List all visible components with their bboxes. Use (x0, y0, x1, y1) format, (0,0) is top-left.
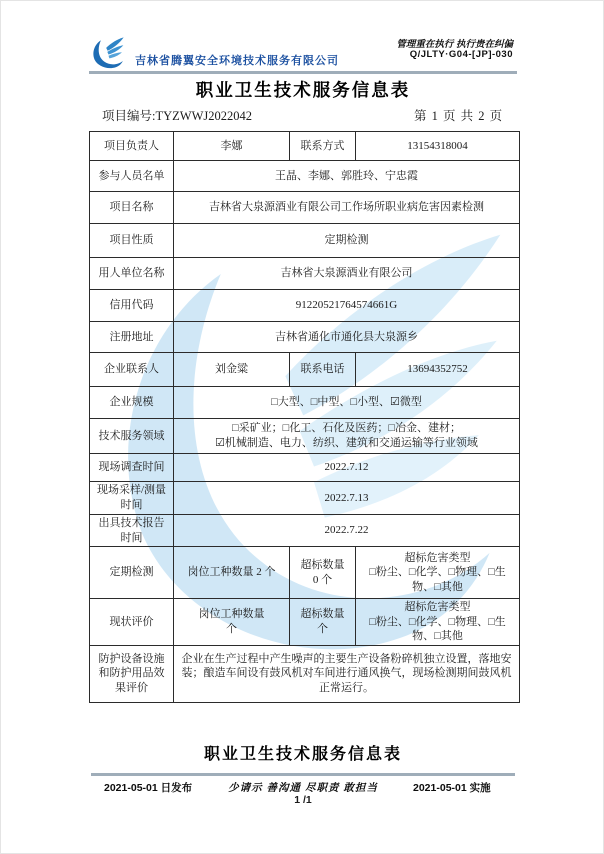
company-name: 吉林省腾翼安全环境技术服务有限公司 (135, 55, 339, 67)
table-row (90, 161, 520, 192)
exceed-label: 超标数量 (300, 559, 345, 572)
report-date-label: 出具技术报告时间 (90, 515, 174, 547)
table-row (90, 132, 520, 161)
company-logo-icon (91, 36, 126, 69)
table-row (90, 387, 520, 419)
exceed-label: 超标数量 (300, 608, 345, 621)
table-row (90, 322, 520, 353)
status-evaluation-label: 现状评价 (90, 599, 174, 646)
release-date: 2021-05-01 日发布 (104, 782, 193, 794)
posts-label: 岗位工种数量 (198, 608, 265, 621)
periodic-testing-exceed (290, 547, 356, 599)
hazard-title: 超标危害类型 (404, 601, 471, 614)
periodic-testing-posts: 岗位工种数量 2 个 (174, 547, 290, 599)
table-row (90, 599, 520, 646)
project-number (102, 106, 252, 124)
survey-date-value: 2022.7.12 (174, 454, 520, 482)
table-row (90, 482, 520, 515)
exceed-value: 个 (317, 622, 328, 635)
report-date-value: 2022.7.22 (174, 515, 520, 547)
table-row (90, 353, 520, 387)
table-row (90, 419, 520, 454)
status-evaluation-posts (174, 599, 290, 646)
service-field-value (174, 419, 520, 454)
registered-address-label: 注册地址 (90, 322, 174, 353)
project-type-label: 项目性质 (90, 224, 174, 258)
status-evaluation-exceed (290, 599, 356, 646)
sampling-date-value: 2022.7.13 (174, 482, 520, 515)
status-evaluation-hazard (356, 599, 520, 646)
service-field-label: 技术服务领域 (90, 419, 174, 454)
project-leader-label: 项目负责人 (90, 132, 174, 161)
contact-method-label: 联系方式 (290, 132, 356, 161)
table-row (90, 645, 520, 702)
footer-divider (91, 773, 515, 776)
project-number-label: 项目编号: (102, 109, 156, 123)
project-leader-value: 李娜 (174, 132, 290, 161)
employer-value: 吉林省大泉源酒业有限公司 (174, 258, 520, 290)
periodic-testing-label: 定期检测 (90, 547, 174, 599)
table-row (90, 515, 520, 547)
employer-label: 用人单位名称 (90, 258, 174, 290)
table-row (90, 258, 520, 290)
sampling-date-label: 现场采样/测量时间 (90, 482, 174, 515)
project-name-value: 吉林省大泉源酒业有限公司工作场所职业病危害因素检测 (174, 192, 520, 224)
company-scale-label: 企业规模 (90, 387, 174, 419)
service-field-line2: ☑机械制造、电力、纺织、建筑和交通运输等行业领域 (215, 437, 478, 449)
footer-slogan: 少请示 善沟通 尽职责 敢担当 (228, 782, 378, 794)
doc-code: Q/JLTY·G04-[JP]-030 (409, 49, 513, 60)
project-type-value: 定期检测 (174, 224, 520, 258)
header-divider (89, 71, 517, 74)
registered-address-value: 吉林省通化市通化县大泉源乡 (174, 322, 520, 353)
protection-evaluation-label: 防护设备设施和防护用品效果评价 (90, 645, 174, 702)
info-table (89, 131, 520, 703)
service-field-line1: □采矿业；□化工、石化及医药；□冶金、建材； (232, 422, 461, 435)
table-row (90, 290, 520, 322)
contact-method-value: 13154318004 (356, 132, 520, 161)
table-row (90, 454, 520, 482)
project-name-label: 项目名称 (90, 192, 174, 224)
hazard-title: 超标危害类型 (404, 551, 471, 564)
table-row (90, 192, 520, 224)
periodic-testing-hazard (356, 547, 520, 599)
survey-date-label: 现场调查时间 (90, 454, 174, 482)
credit-code-value: 91220521764574661G (174, 290, 520, 322)
participants-label: 参与人员名单 (90, 161, 174, 192)
company-scale-value: □大型、□中型、□小型、☑微型 (174, 387, 520, 419)
hazard-options: □粉尘、□化学、□物理、□生物、□其他 (369, 615, 506, 643)
protection-evaluation-value: 企业在生产过程中产生噪声的主要生产设备粉碎机独立设置，落地安装；酿造车间设有鼓风机对车间进行通风换气，现场检测期间鼓风机正常运行。 (174, 645, 520, 702)
page-indicator: 第 1 页 共 2 页 (414, 109, 504, 123)
exceed-value: 0 个 (312, 573, 333, 586)
posts-value: 个 (226, 622, 237, 635)
project-number-value: TYZWWJ2022042 (155, 109, 252, 123)
page-title: 职业卫生技术服务信息表 (195, 80, 411, 100)
contact-phone-value: 13694352752 (356, 353, 520, 387)
company-contact-label: 企业联系人 (90, 353, 174, 387)
hazard-options: □粉尘、□化学、□物理、□生物、□其他 (369, 566, 506, 593)
footer-title: 职业卫生技术服务信息表 (203, 746, 402, 763)
management-slogan: 管理重在执行 执行贵在纠偏 (396, 39, 513, 50)
participants-value: 王晶、李娜、郭胜玲、宁忠霞 (174, 161, 520, 192)
company-contact-value: 刘金粱 (174, 353, 290, 387)
contact-phone-label: 联系电话 (290, 353, 356, 387)
table-row (90, 547, 520, 599)
credit-code-label: 信用代码 (90, 290, 174, 322)
implement-date: 2021-05-01 实施 (413, 782, 491, 794)
table-row (90, 224, 520, 258)
footer-page-number: 1 /1 (294, 794, 312, 806)
